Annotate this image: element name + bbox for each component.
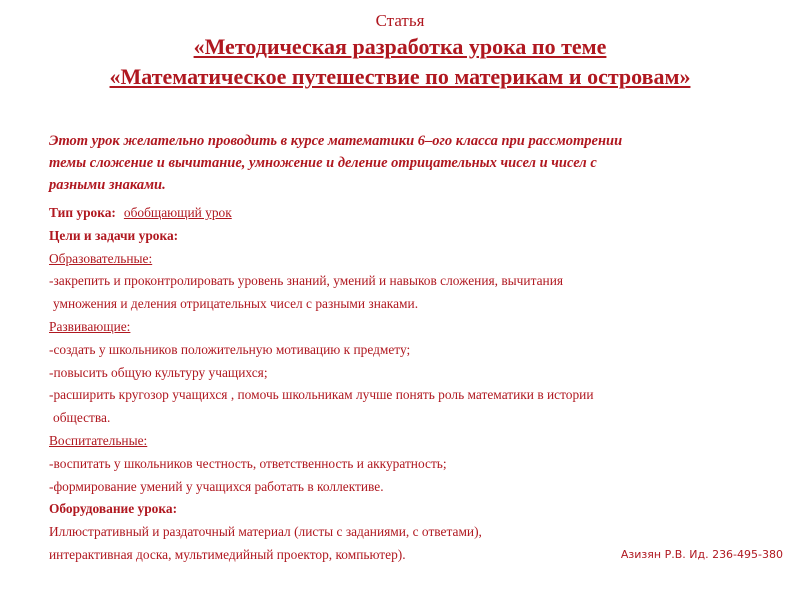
lesson-type-label: Тип урока: <box>49 205 116 220</box>
intro-line-1: Этот урок желательно проводить в курсе математики 6–ого класса при рассмотрении <box>49 133 623 149</box>
title-line-2: «Математическое путешествие по материкам и островам» <box>109 64 691 89</box>
educational-item: умножения и деления отрицательных чисел с разными знаками. <box>53 296 419 312</box>
educational-heading: Образовательные: <box>49 250 153 266</box>
developmental-item: -расширить кругозор учащихся , помочь школьникам лучше понять роль математики в истории <box>49 387 594 403</box>
developmental-heading: Развивающие: <box>49 318 131 334</box>
lesson-content <box>49 202 749 567</box>
developmental-item: общества. <box>53 410 111 426</box>
upbringing-heading: Воспитательные: <box>49 432 148 448</box>
intro-paragraph <box>49 130 749 196</box>
equipment-item: Иллюстративный и раздаточный материал (листы с заданиями, с ответами), <box>49 524 482 540</box>
author-credit: Азизян Р.В. Ид. 236-495-380 <box>620 548 783 561</box>
developmental-item: -повысить общую культуру учащихся; <box>49 364 268 380</box>
educational-item: -закрепить и проконтролировать уровень знаний, умений и навыков сложения, вычитания <box>49 273 564 289</box>
intro-line-2: темы сложение и вычитание, умножение и деление отрицательных чисел и чисел с <box>49 155 597 171</box>
title-line-1: «Методическая разработка урока по теме <box>193 34 607 59</box>
developmental-item: -создать у школьников положительную мотивацию к предмету; <box>49 341 411 357</box>
article-kicker: Статья <box>375 11 425 30</box>
equipment-item: интерактивная доска, мультимедийный проектор, компьютер). <box>49 546 406 562</box>
header <box>0 10 800 92</box>
equipment-heading: Оборудование урока: <box>49 501 178 517</box>
goals-heading: Цели и задачи урока: <box>49 227 179 243</box>
upbringing-item: -формирование умений у учащихся работать в коллективе. <box>49 478 384 494</box>
upbringing-item: -воспитать у школьников честность, ответственность и аккуратность; <box>49 455 447 471</box>
lesson-type-value: обобщающий урок <box>123 205 232 220</box>
lesson-type-row <box>49 202 749 225</box>
intro-line-3: разными знаками. <box>49 177 166 193</box>
